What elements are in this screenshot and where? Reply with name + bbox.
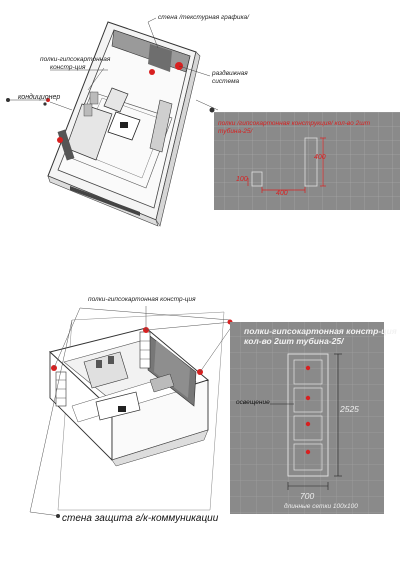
room2-walls (50, 312, 224, 510)
label-sliding-line1: раздвижная (212, 70, 248, 77)
marker-shelf-1 (57, 137, 63, 143)
light-dot (306, 366, 310, 370)
detail2-dim-height: 2525 (340, 404, 359, 414)
detail1-caption (218, 120, 370, 136)
label-wall-protection: стена защита г/к-коммуникации (62, 513, 219, 524)
detail2-caption (244, 326, 397, 346)
detail2-caption-line2: кол-во 2шт тубина-25/ (244, 336, 344, 346)
detail1-dim-width: 400 (276, 190, 288, 197)
label-shelf-1-line2: констр-ция (50, 64, 86, 71)
label-shelf-1-line1: полки-гипсокартонная (40, 56, 111, 63)
light-dot (306, 396, 310, 400)
light-dot (306, 422, 310, 426)
detail1-dim-height: 400 (314, 154, 326, 161)
detail2-footer: длинные сетки 100x100 (284, 503, 358, 510)
label-sliding (212, 70, 248, 86)
detail1-caption-line2: тубина-25/ (218, 128, 253, 135)
label-ac: кондиционер (18, 94, 61, 101)
detail1-caption-line1: полки /гипсокартонная конструкция/ кол-во 2шт (218, 120, 371, 127)
room1-walls (48, 22, 200, 226)
detail1-dim-depth: 100 (236, 176, 248, 183)
label-sliding-line2: система (212, 78, 240, 85)
detail-panel-2 (230, 322, 384, 514)
light-dot (306, 450, 310, 454)
detail2-dim-width: 700 (300, 491, 315, 501)
label-wall-texture: стена /текстурная графика/ (158, 14, 249, 21)
label-shelf-2: полки-гипсокартонная констр-ция (88, 296, 196, 303)
detail2-caption-line1: полки-гипсокартонная констр-ция (244, 326, 397, 336)
detail2-lighting: освещение (236, 399, 270, 406)
marker-sliding (149, 69, 155, 75)
label-shelf-1 (40, 56, 110, 72)
